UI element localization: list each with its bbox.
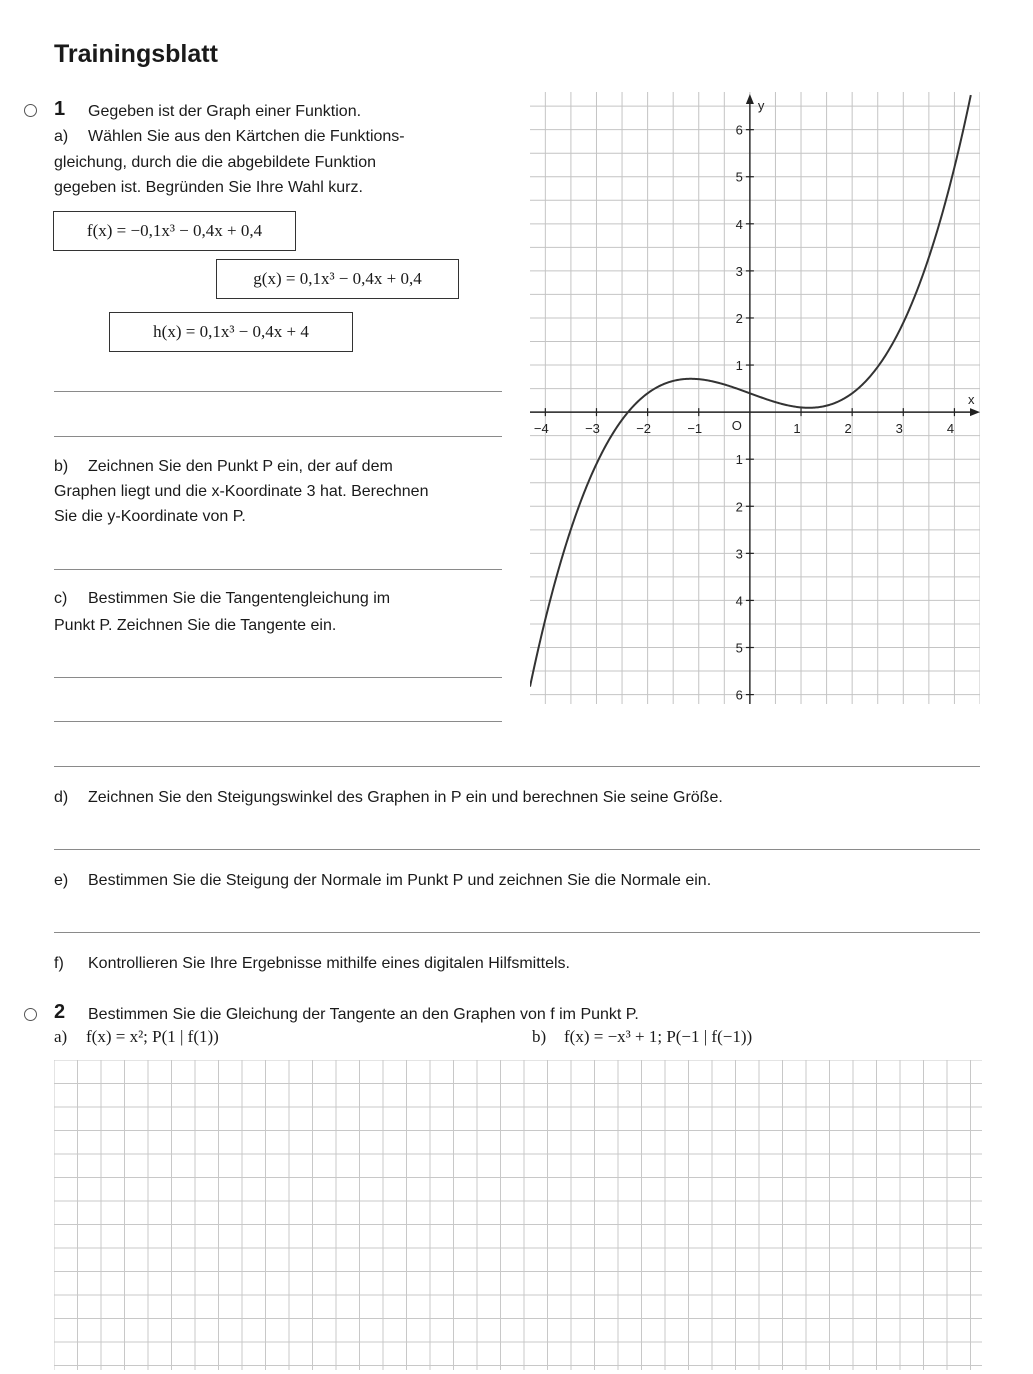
task-1a-label: a): [54, 128, 69, 145]
task-1a-line3: gegeben ist. Begründen Sie Ihre Wahl kurz.: [54, 179, 363, 196]
x-tick-label: 2: [844, 421, 852, 437]
page-title: Trainingsblatt: [54, 40, 218, 68]
task-1f-label: f): [54, 955, 64, 972]
y-tick-label: 2: [735, 310, 743, 326]
x-axis-arrow-icon: [970, 408, 980, 416]
y-tick-label: 3: [735, 263, 743, 279]
x-tick-label: 3: [895, 421, 903, 437]
answer-line[interactable]: [54, 766, 980, 767]
task-1f-text: Kontrollieren Sie Ihre Ergebnisse mithilfe eines digitalen Hilfsmittels.: [88, 955, 570, 972]
y-tick-label: 1: [735, 358, 743, 374]
function-card-f[interactable]: f(x) = −0,1x³ − 0,4x + 0,4: [53, 211, 296, 251]
answer-line[interactable]: [54, 849, 980, 850]
task-1a-line2: gleichung, durch die die abgebildete Funktion: [54, 154, 377, 171]
function-card-h[interactable]: h(x) = 0,1x³ − 0,4x + 4: [109, 312, 353, 352]
y-tick-label: 4: [735, 593, 743, 609]
x-tick-label: −3: [585, 421, 600, 437]
y-tick-label: 4: [735, 216, 743, 232]
answer-line[interactable]: [54, 569, 502, 570]
task-1-intro: Gegeben ist der Graph einer Funktion.: [88, 103, 362, 120]
answer-line[interactable]: [54, 391, 502, 392]
task-2b-formula: f(x) = −x³ + 1; P(−1 | f(−1)): [564, 1027, 753, 1046]
task-1c-line1: Bestimmen Sie die Tangentengleichung im: [88, 590, 391, 607]
x-axis-label: x: [968, 392, 975, 408]
task-1c-label: c): [54, 590, 68, 607]
y-tick-label: 2: [735, 499, 743, 515]
chart-grid: [530, 92, 980, 704]
function-card-g[interactable]: g(x) = 0,1x³ − 0,4x + 0,4: [216, 259, 459, 299]
x-tick-label: 1: [793, 421, 801, 437]
task-1b-line2: Graphen liegt und die x-Koordinate 3 hat. Berechnen: [54, 483, 429, 500]
x-tick-label: 4: [946, 421, 955, 437]
task-1-number: 1: [54, 98, 66, 120]
function-graph[interactable]: [530, 92, 980, 704]
task-2-intro: Bestimmen Sie die Gleichung der Tangente an den Graphen von f im Punkt P.: [88, 1006, 639, 1023]
y-tick-label: 1: [735, 452, 743, 468]
task-2-number: 2: [54, 1001, 66, 1023]
answer-line[interactable]: [54, 932, 980, 933]
y-tick-label: 3: [735, 546, 743, 562]
task-1c-line2: Punkt P. Zeichnen Sie die Tangente ein.: [54, 617, 337, 634]
y-tick-label: 6: [735, 687, 743, 703]
x-tick-label: −2: [636, 421, 652, 437]
answer-line[interactable]: [54, 677, 502, 678]
task-1a-line1: Wählen Sie aus den Kärtchen die Funktions-: [88, 128, 405, 145]
task-2a-formula: f(x) = x²; P(1 | f(1)): [86, 1027, 219, 1046]
task-1d-label: d): [54, 789, 69, 806]
y-tick-label: 5: [735, 169, 743, 185]
y-tick-label: 6: [735, 122, 743, 138]
x-tick-label: −4: [533, 421, 549, 437]
task-1b-line3: Sie die y-Koordinate von P.: [54, 508, 246, 525]
answer-line[interactable]: [54, 721, 502, 722]
y-axis-arrow-icon: [746, 94, 754, 104]
task-2a-label: a): [54, 1027, 68, 1046]
task-1d-text: Zeichnen Sie den Steigungswinkel des Graphen in P ein und berechnen Sie seine Größe.: [88, 789, 723, 806]
y-axis-label: y: [757, 98, 765, 113]
answer-line[interactable]: [54, 436, 502, 437]
chart-axes: [530, 94, 980, 704]
task-1-checkbox-icon[interactable]: [24, 104, 37, 117]
task-1b-line1: Zeichnen Sie den Punkt P ein, der auf dem: [88, 458, 393, 475]
x-tick-label: −1: [687, 421, 703, 437]
task-2-checkbox-icon[interactable]: [24, 1008, 37, 1021]
origin-label: O: [731, 418, 742, 434]
task-1e-label: e): [54, 872, 69, 889]
chart-labels: [732, 98, 975, 433]
y-tick-label: 5: [735, 640, 743, 656]
task-1e-text: Bestimmen Sie die Steigung der Normale im Punkt P und zeichnen Sie die Normale ein.: [88, 872, 712, 889]
task-2-grid-paper[interactable]: [54, 1060, 982, 1370]
task-1b-label: b): [54, 458, 69, 475]
task-2b-label: b): [532, 1027, 547, 1046]
